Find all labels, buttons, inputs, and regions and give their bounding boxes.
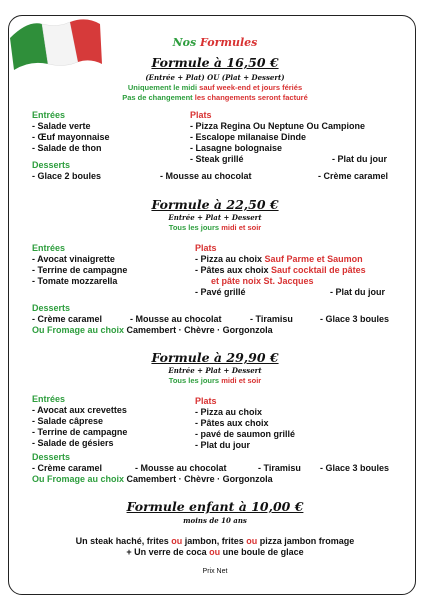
list-item: - Tomate mozzarella — [32, 276, 118, 286]
formule-enfant-title: Formule enfant à 10,00 € — [126, 499, 304, 514]
fromage-row: Ou Fromage au choix Camembert · Chèvre · Gorgonzola — [32, 474, 273, 484]
formule-enfant-subtitle: moins de 10 ans — [183, 516, 247, 525]
formule-1-subtitle: (Entrée + Plat) OU (Plat + Dessert) — [145, 73, 285, 82]
list-item: - Crème caramel — [318, 171, 389, 181]
formule-2-subtitle: Entrée + Plat + Dessert — [168, 213, 262, 222]
list-item: - Salade verte — [32, 121, 91, 131]
list-item: - Mousse au chocolat — [160, 171, 252, 181]
list-item: et pâte noix St. Jacques — [211, 276, 314, 286]
list-item: - Pâtes aux choix — [195, 418, 269, 428]
list-item: - Salade de thon — [32, 143, 102, 153]
entrees-label: Entrées — [32, 110, 66, 120]
list-item: - Pizza Regina Ou Neptune Ou Campione — [190, 121, 366, 131]
formule-3-plats — [195, 396, 295, 451]
list-item: - Terrine de campagne — [32, 265, 128, 275]
formule-2-note: Tous les jours midi et soir — [168, 223, 262, 232]
list-item: - Pizza au choix — [195, 407, 263, 417]
list-item: - Salade câprese — [32, 416, 104, 426]
list-item: - Escalope milanaise Dinde — [190, 132, 307, 142]
formule-3-subtitle: Entrée + Plat + Dessert — [168, 366, 262, 375]
list-item: - Glace 2 boules — [32, 171, 102, 181]
formule-enfant-line-2: + Un verre de coca ou une boule de glace — [126, 547, 304, 557]
list-item: - Terrine de campagne — [32, 427, 128, 437]
prix-net: Prix Net — [202, 568, 228, 575]
formule-2-desserts-label: Desserts — [32, 303, 71, 313]
list-item: - Tiramisu — [250, 314, 293, 324]
list-item: - Œuf mayonnaise — [32, 132, 110, 142]
formule-2-title: Formule à 22,50 € — [151, 197, 279, 212]
list-item: - Pâtes aux choix Sauf cocktail de pâtes — [195, 265, 366, 275]
page-title — [0, 36, 430, 49]
formule-1-title: Formule à 16,50 € — [151, 55, 279, 70]
list-item: - Salade de gésiers — [32, 438, 114, 448]
plats-label: Plats — [195, 396, 217, 406]
list-item: - Pizza au choix Sauf Parme et Saumon — [195, 254, 363, 264]
list-item: - Glace 3 boules — [320, 463, 390, 473]
entrees-label: Entrées — [32, 394, 66, 404]
formule-3-entrees — [32, 394, 127, 449]
list-item: - Lasagne bolognaise — [190, 143, 283, 153]
list-item: - Crème caramel — [32, 463, 103, 473]
formule-1-note-2: Pas de changement les changements seront facturé — [122, 93, 308, 102]
title-formules: Formules — [200, 36, 258, 49]
formule-3-note: Tous les jours midi et soir — [168, 376, 262, 385]
formule-1-entrees — [32, 110, 110, 154]
list-item: - Mousse au chocolat — [130, 314, 222, 324]
list-item: - Pavé grillé — [195, 287, 246, 297]
list-item: - Tiramisu — [258, 463, 301, 473]
formule-2-entrees — [32, 243, 127, 287]
list-item: - Steak grillé — [190, 154, 244, 164]
list-item: - Avocat vinaigrette — [32, 254, 115, 264]
plat-du-jour: - Plat du jour — [332, 154, 387, 164]
formule-1-desserts-label: Desserts — [32, 160, 71, 170]
title-nos: Nos — [172, 36, 197, 49]
formule-enfant-line-1: Un steak haché, frites ou jambon, frites ou pizza jambon fromage — [75, 536, 355, 546]
plats-label: Plats — [195, 243, 217, 253]
list-item: - Crème caramel — [32, 314, 103, 324]
plats-label: Plats — [190, 110, 212, 120]
list-item: - Glace 3 boules — [320, 314, 390, 324]
formule-1-note-1: Uniquement le midi sauf week-end et jours fériés — [127, 83, 303, 92]
formule-3-title: Formule à 29,90 € — [151, 350, 279, 365]
formule-3-desserts-label: Desserts — [32, 452, 71, 462]
list-item: - Avocat aux crevettes — [32, 405, 127, 415]
entrees-label: Entrées — [32, 243, 66, 253]
list-item: - Mousse au chocolat — [135, 463, 227, 473]
fromage-row: Ou Fromage au choix Camembert · Chèvre · Gorgonzola — [32, 325, 273, 335]
list-item: - Plat du jour — [195, 440, 250, 450]
plat-du-jour: - Plat du jour — [330, 287, 385, 297]
list-item: - pavé de saumon grillé — [195, 429, 296, 439]
